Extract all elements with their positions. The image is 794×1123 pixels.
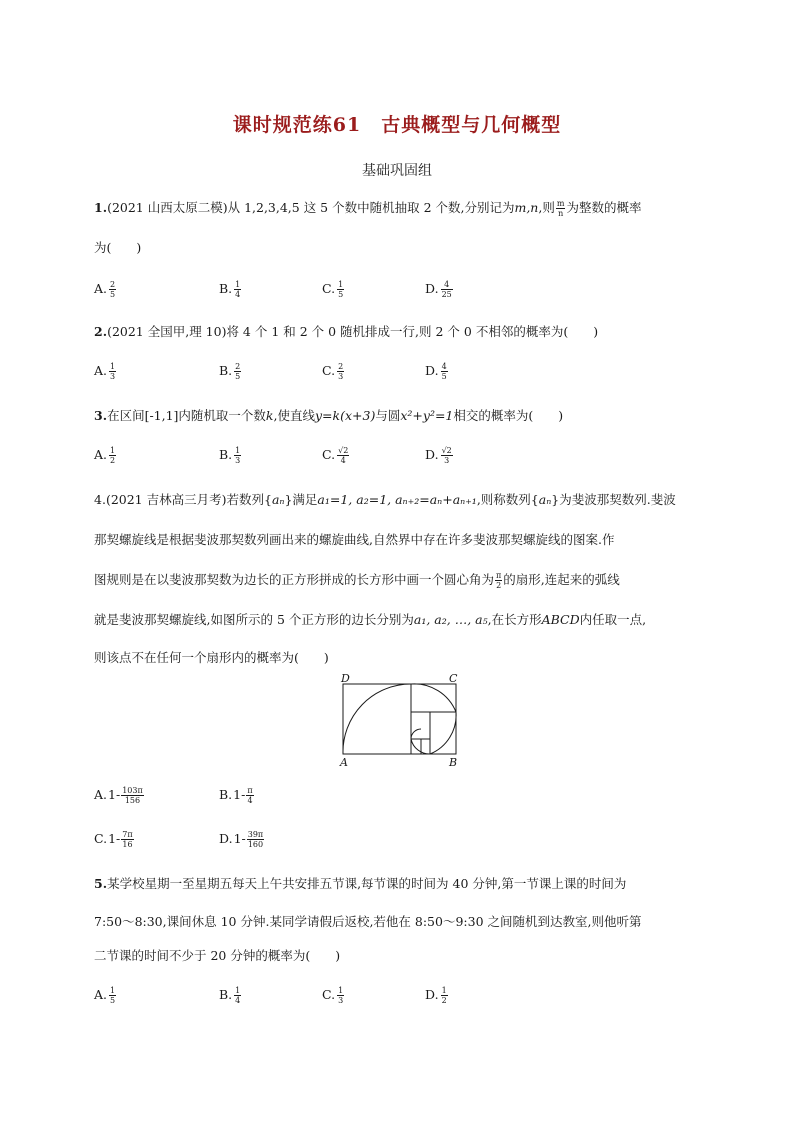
q4-option-c[interactable]: C.1- $\frac{7\pi}{16}$	[94, 830, 133, 849]
label-c: C	[449, 672, 458, 685]
q1-text2: ,则	[538, 200, 555, 215]
q3-option-a[interactable]: A. $\frac{1}{2}$	[94, 446, 116, 465]
q3-option-d[interactable]: D. $\frac{√2}{3}$	[425, 446, 452, 465]
q4-side-lengths: a₁, a₂, …, a₅	[413, 612, 488, 627]
q4-number: 4.	[94, 492, 106, 507]
section-subtitle: 基础巩固组	[362, 163, 432, 179]
q5-option-d[interactable]: D. $\frac{1}{2}$	[425, 986, 447, 1005]
q4-text4: }为斐波那契数列.斐波	[551, 492, 676, 507]
q4-line3-text2: 的扇形,连起来的弧线	[503, 572, 620, 587]
q4-line4	[94, 610, 646, 628]
q1-option-c[interactable]: C. $\frac{1}{5}$	[322, 280, 344, 299]
q1-vars: m,n	[514, 200, 539, 215]
q4-line4-text2: ,在长方形	[487, 612, 542, 627]
rect-abcd	[343, 684, 456, 754]
q1-fraction: $\frac{m}{n}$	[556, 199, 565, 218]
q3-option-c[interactable]: C. $\frac{√2}{4}$	[322, 446, 349, 465]
q1-option-b[interactable]: B. $\frac{1}{4}$	[219, 280, 241, 299]
q1-line1	[94, 198, 641, 218]
label-a: A	[340, 756, 348, 768]
label-d: D	[341, 672, 350, 685]
q5-option-a[interactable]: A. $\frac{1}{5}$	[94, 986, 116, 1005]
q2-number: 2.	[94, 324, 108, 339]
page-title: 课时规范练61 古典概型与几何概型	[232, 114, 562, 136]
q3-number: 3.	[94, 408, 108, 423]
q3-line1	[94, 406, 563, 424]
q5-line1	[94, 874, 626, 892]
q4-seq-an: aₙ	[271, 492, 285, 507]
q1-text: (2021 山西太原二模)从 1,2,3,4,5 这 5 个数中随机抽取 2 个数,分别记为	[107, 200, 515, 215]
q1-option-a[interactable]: A. $\frac{2}{5}$	[94, 280, 116, 299]
q2-option-a[interactable]: A. $\frac{1}{3}$	[94, 362, 116, 381]
q2-line1	[94, 322, 598, 340]
q2-option-b[interactable]: B. $\frac{2}{5}$	[219, 362, 241, 381]
fibonacci-spiral-figure	[335, 672, 465, 768]
q3-var-k: k	[265, 408, 274, 423]
q4-line5: 则该点不在任何一个扇形内的概率为( )	[94, 650, 329, 665]
q3-line-equation: y=k(x+3)	[314, 408, 376, 423]
q4-option-d[interactable]: D.1- $\frac{39\pi}{160}$	[219, 830, 264, 849]
q5-number: 5.	[94, 876, 108, 891]
q4-angle-fraction: $\frac{\pi}{2}$	[496, 571, 502, 590]
q3-text2: ,使直线	[273, 408, 315, 423]
q5-option-c[interactable]: C. $\frac{1}{3}$	[322, 986, 344, 1005]
q3-text4: 相交的概率为( )	[453, 408, 564, 423]
q4-rect-name: ABCD	[541, 612, 580, 627]
q4-text3: ,则称数列{	[476, 492, 539, 507]
q2-option-c[interactable]: C. $\frac{2}{3}$	[322, 362, 344, 381]
q3-circle-equation: x²+y²=1	[400, 408, 454, 423]
q4-line3-text: 图规则是在以斐波那契数为边长的正方形拼成的长方形中画一个圆心角为	[94, 572, 495, 587]
q3-text3: 与圆	[375, 408, 401, 423]
q2-option-d[interactable]: D. $\frac{4}{5}$	[425, 362, 447, 381]
q1-number: 1.	[94, 200, 108, 215]
q4-line4-text: 就是斐波那契螺旋线,如图所示的 5 个正方形的边长分别为	[94, 612, 414, 627]
q4-text: (2021 吉林高三月考)若数列{	[105, 492, 272, 507]
q5-option-b[interactable]: B. $\frac{1}{4}$	[219, 986, 241, 1005]
q3-option-b[interactable]: B. $\frac{1}{3}$	[219, 446, 241, 465]
q1-line2: 为( )	[94, 240, 142, 255]
label-b: B	[449, 756, 458, 768]
q5-text: 某学校星期一至星期五每天上午共安排五节课,每节课的时间为 40 分钟,第一节课上课的时间为	[107, 876, 627, 891]
q4-line4-text3: 内任取一点,	[579, 612, 647, 627]
q4-line2: 那契螺旋线是根据斐波那契数列画出来的螺旋曲线,自然界中存在许多斐波那契螺旋线的图案.作	[94, 532, 615, 547]
q4-recurrence: a₁=1, a₂=1, aₙ₊₂=aₙ+aₙ₊₁	[317, 492, 477, 507]
q1-text3: 为整数的概率	[566, 200, 642, 215]
q4-line3	[94, 570, 620, 590]
q2-text: (2021 全国甲,理 10)将 4 个 1 和 2 个 0 随机排成一行,则 2 个 0 不相邻的概率为( )	[107, 324, 599, 339]
q4-seq-an-2: aₙ	[538, 492, 552, 507]
q1-option-d[interactable]: D. $\frac{4}{25}$	[425, 280, 452, 299]
spiral-arc	[343, 684, 456, 754]
q4-text2: }满足	[284, 492, 318, 507]
q4-option-a[interactable]: A.1- $\frac{103\pi}{156}$	[94, 786, 143, 805]
q5-line3: 二节课的时间不少于 20 分钟的概率为( )	[94, 948, 341, 963]
q4-line1	[94, 490, 676, 508]
q5-line2: 7:50～8:30,课间休息 10 分钟.某同学请假后返校,若他在 8:50～9:30 之间随机到达教室,则他听第	[94, 914, 642, 929]
q3-text: 在区间[-1,1]内随机取一个数	[107, 408, 266, 423]
q4-option-b[interactable]: B.1- $\frac{\pi}{4}$	[219, 786, 253, 805]
